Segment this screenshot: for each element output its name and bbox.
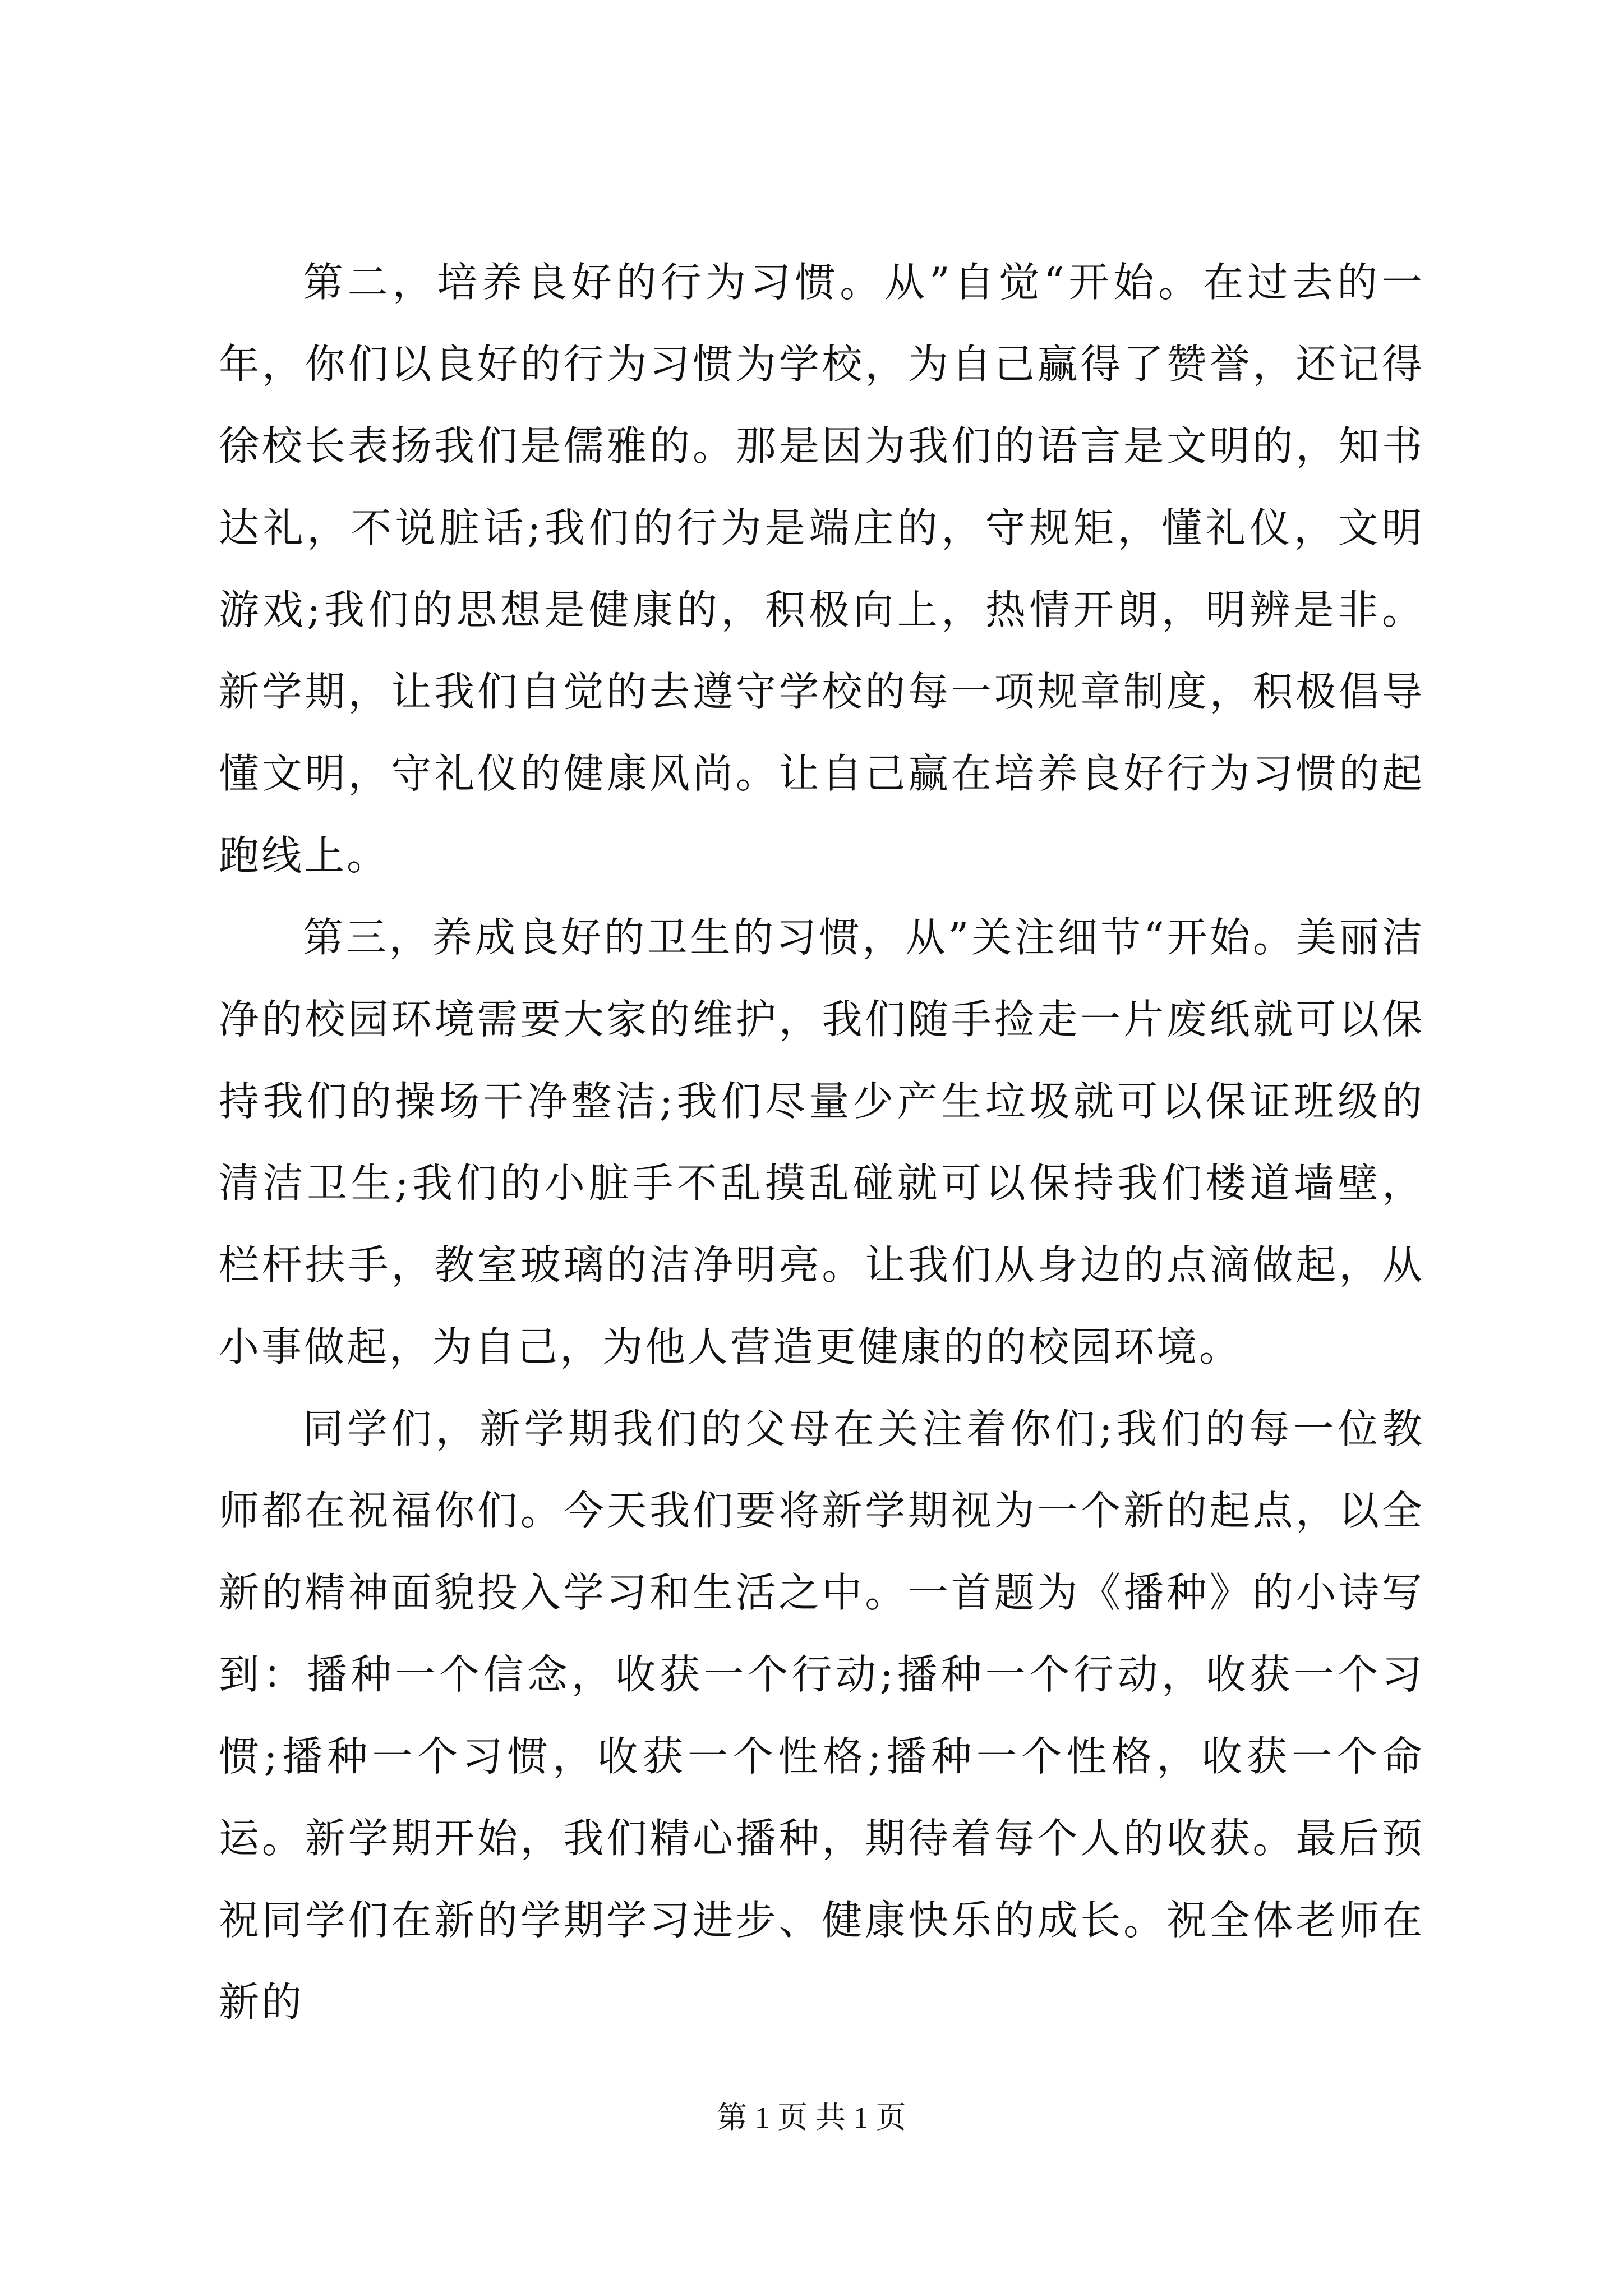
page-footer: 第 1 页 共 1 页 <box>717 2101 906 2134</box>
paragraph-habits-hygiene: 第三，养成良好的卫生的习惯，从”关注细节“开始。美丽洁净的校园环境需要大家的维护，我们随手捡走一片废纸就可以保持我们的操场干净整洁;我们尽量少产生垃圾就可以保证班级的清洁卫生;我们的小脏手不乱摸乱碰就可以保持我们楼道墙壁，栏杆扶手，教室玻璃的洁净明亮。让我们从身边的点滴做起，从小事做起，为自己，为他人营造更健康的的校园环境。 <box>219 914 1424 1370</box>
paragraph-habits-behavior: 第二，培养良好的行为习惯。从”自觉“开始。在过去的一年，你们以良好的行为习惯为学校，为自己赢得了赞誉，还记得徐校长表扬我们是儒雅的。那是因为我们的语言是文明的，知书达礼，不说脏话;我们的行为是端庄的，守规矩，懂礼仪，文明游戏;我们的思想是健康的，积极向上，热情开朗，明辨是非。新学期，让我们自觉的去遵守学校的每一项规章制度，积极倡导懂文明，守礼仪的健康风尚。让自己赢在培养良好行为习惯的起跑线上。 <box>219 259 1424 879</box>
paragraph-new-semester: 同学们，新学期我们的父母在关注着你们;我们的每一位教师都在祝福你们。今天我们要将新学期视为一个新的起点，以全新的精神面貌投入学习和生活之中。一首题为《播种》的小诗写到：播种一个信念，收获一个行动;播种一个行动，收获一个习惯;播种一个习惯，收获一个性格;播种一个性格，收获一个命运。新学期开始，我们精心播种，期待着每个人的收获。最后预祝同学们在新的学期学习进步、健康快乐的成长。祝全体老师在新的 <box>219 1405 1424 2026</box>
document-body <box>219 241 1424 2043</box>
